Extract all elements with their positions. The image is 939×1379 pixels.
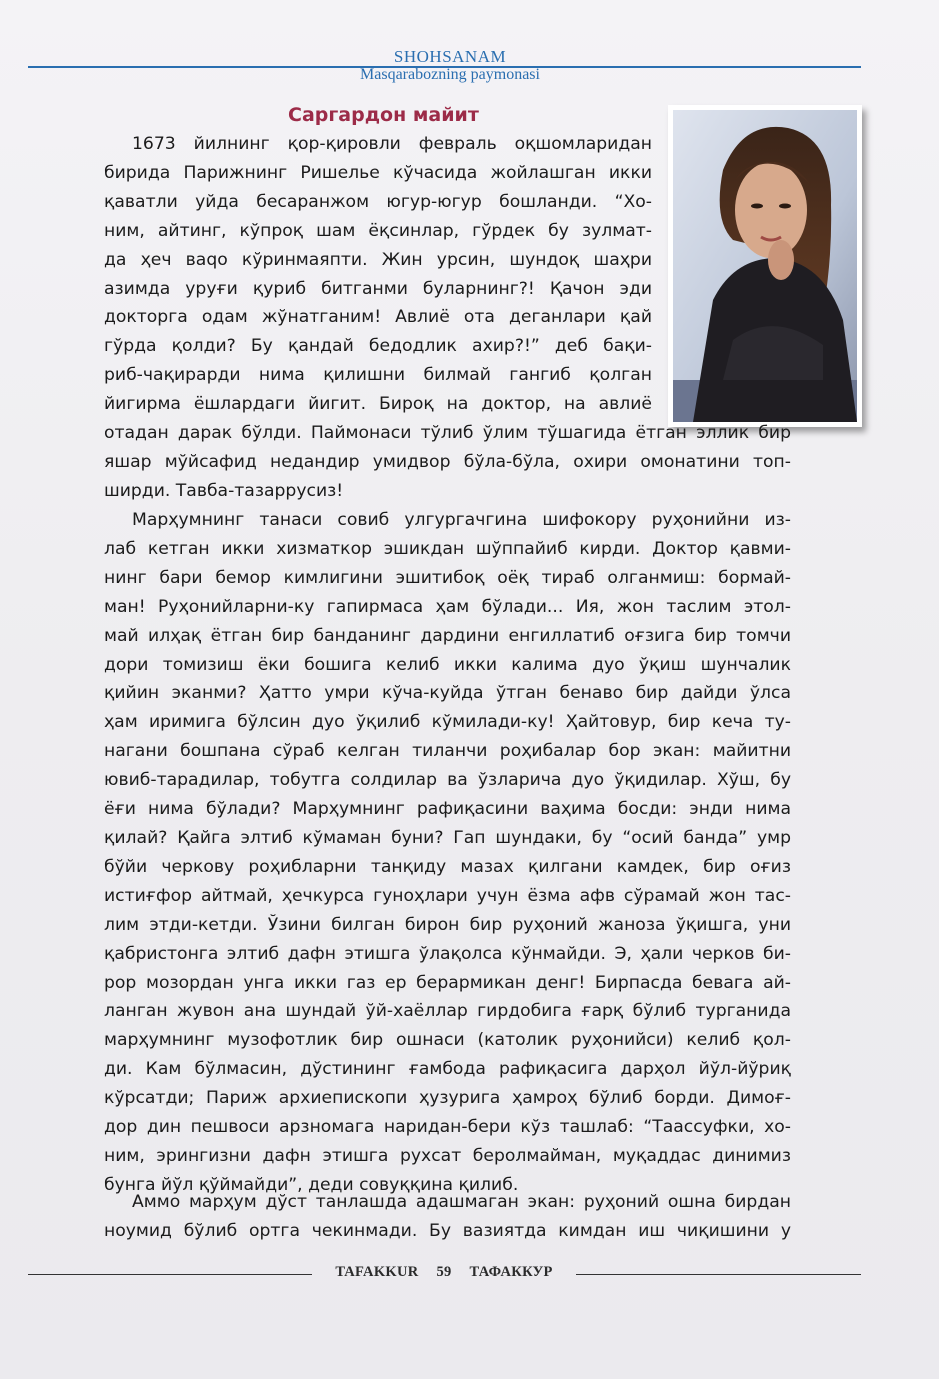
paragraph-line: қабристонга элтиб дафн этишга ўлақолса кўнмайди. Э, ҳали черков би-: [104, 943, 791, 964]
paragraph-line: дор дин пешвоси арзномага наридан-бери кўз ташлаб: “Таассуфки, хо-: [104, 1117, 791, 1138]
portrait-photo: [668, 105, 862, 427]
page-number: 59: [436, 1264, 452, 1280]
paragraph-line: ним, эрингизни дафн этишга рухсат беролмайман, муқаддас динимиз: [104, 1145, 791, 1166]
paragraph-line: отадан дарак бўлди. Паймонаси тўлиб ўлим тўшагида ётган эллик бир: [104, 423, 791, 443]
paragraph-line: бўйи черкову роҳибларни танқиду мазах қилгани камдек, бир оғиз: [104, 856, 791, 877]
paragraph-line: азимда уруғи қуриб битганми буларнинг?! Қачон эди: [104, 278, 652, 299]
running-header-title: SHOHSANAM: [393, 47, 507, 66]
paragraph-1-continued: [104, 419, 791, 506]
page-footer: [28, 1264, 861, 1284]
paragraph-line: лаб кетган икки хизматкор эшикдан шўппайиб кирди. Доктор қавми-: [104, 538, 791, 559]
paragraph-line: қийин эканми? Ҳатто умри кўча-куйда ўтган бенаво бир дайди ўлса: [104, 683, 791, 704]
paragraph-line: гўрда қолди? Бу қандай бедодлик ахир?!” деб бақи-: [104, 336, 652, 357]
paragraph-line: бунга йўл қўймайди”, деди совуққина қилиб.: [104, 1174, 519, 1195]
paragraph-line: ширди. Тавба-тазаррусиз!: [104, 480, 344, 501]
paragraph-line: лим этди-кетди. Ўзини билган бирон бир руҳоний жаноза ўқишга, уни: [104, 914, 791, 935]
paragraph-line: Аммо марҳум дўст танлашда адашмаган экан: руҳоний ошна бирдан: [132, 1192, 791, 1212]
paragraph-line: да ҳеч ваqо кўринмаяпти. Жин урсин, шундоқ шаҳри: [104, 249, 652, 270]
paragraph-line: ман! Руҳонийларни-ку гапирмаса ҳам бўлади... Ия, жон таслим этол-: [104, 596, 791, 617]
article-title: Саргардон майит: [288, 104, 479, 126]
paragraph-line: ювиб-тарадилар, тобутга солдилар ва ўзларича дуо ўқидилар. Хўш, бу: [104, 770, 791, 791]
paragraph-line: 1673 йилнинг қор-қировли февраль оқшомларидан: [132, 134, 652, 154]
paragraph-line: марҳумнинг музофотлик бир ошнаси (католик руҳонийси) келиб қол-: [104, 1030, 791, 1051]
paragraph-line: рор мозордан унга икки газ ер берармикан денг! Бирпасда бевага ай-: [104, 972, 791, 993]
paragraph-line: нагани бошпана сўраб келган тиланчи роҳибалар бор экан: майитни: [104, 741, 791, 762]
paragraph-line: ним, айтинг, кўпроқ шам ёқсинлар, гўрдек бу зулмат-: [104, 220, 652, 241]
footer-label: [318, 1264, 570, 1281]
paragraph-line: қилай? Қайга элтиб кўмаман буни? Гап шундаки, бу “осий банда” умр: [104, 827, 791, 848]
paragraph-line: Марҳумнинг танаси совиб улгургачгина шифокору руҳонийни из-: [132, 510, 791, 530]
footer-divider-left: [28, 1274, 312, 1275]
paragraph-line: яшар мўйсафид недандир умидвор бўла-бўла, охири омонатини топ-: [104, 451, 791, 472]
paragraph-line: май илҳақ ётган бир банданинг дардини енгиллатиб оғзига бир томчи: [104, 625, 791, 646]
paragraph-line: нинг бари бемор кимлигини эшитибоқ оёқ тираб олганмиш: бормай-: [104, 567, 791, 588]
paragraph-line: докторга одам жўнатганим! Авлиё ота деганлари қай: [104, 307, 652, 328]
paragraph-3: [104, 1188, 791, 1246]
paragraph-line: истиғфор айтмай, ҳечкурса гуноҳлари учун ёзма афв сўрамай жон тас-: [104, 885, 791, 906]
footer-brand-cyrillic: ТАФАККУР: [469, 1264, 553, 1280]
paragraph-1: [104, 130, 652, 419]
paragraph-line: ланган жувон ана шундай ўй-хаёллар гирдобига ғарқ бўлиб турганида: [104, 1001, 791, 1022]
paragraph-line: ноумид бўлиб ортга чекинмади. Бу вазиятда кимдан иш чиқишини у: [104, 1220, 791, 1241]
portrait-photo-icon: [673, 110, 857, 422]
running-header-subtitle: Masqarabozning paymonasi: [360, 66, 540, 83]
paragraph-2: [104, 506, 791, 1200]
paragraph-line: риб-чақирарди нима қилишни билмай гангиб қолган: [104, 365, 652, 386]
paragraph-line: кўрсатди; Париж архиепископи ҳузурига ҳамроҳ бўлиб борди. Димоғ-: [104, 1088, 791, 1109]
paragraph-line: йигирма ёшлардаги йигит. Бироқ на доктор, на авлиё: [104, 394, 652, 415]
paragraph-line: ҳам иримига бўлсин дуо ўқилиб кўмилади-ку! Ҳайтовур, бир кеча ту-: [104, 712, 791, 733]
paragraph-line: ди. Кам бўлмасин, дўстининг ғамбода рафиқасига дарҳол йўл-йўриқ: [104, 1059, 791, 1080]
paragraph-line: дори томизиш ёки бошига келиб икки калима дуо ўқиш шунчалик: [104, 654, 791, 675]
paragraph-line: қаватли уйда бесаранжом югур-югур бошланди. “Хо-: [104, 191, 652, 212]
footer-divider-right: [576, 1274, 861, 1275]
paragraph-line: ёғи нима бўлади? Марҳумнинг рафиқасини ваҳима босди: энди нима: [104, 799, 791, 820]
paragraph-line: бирида Парижнинг Ришелье кўчасида жойлашган икки: [104, 162, 652, 183]
footer-brand-latin: TAFAKKUR: [335, 1264, 419, 1280]
